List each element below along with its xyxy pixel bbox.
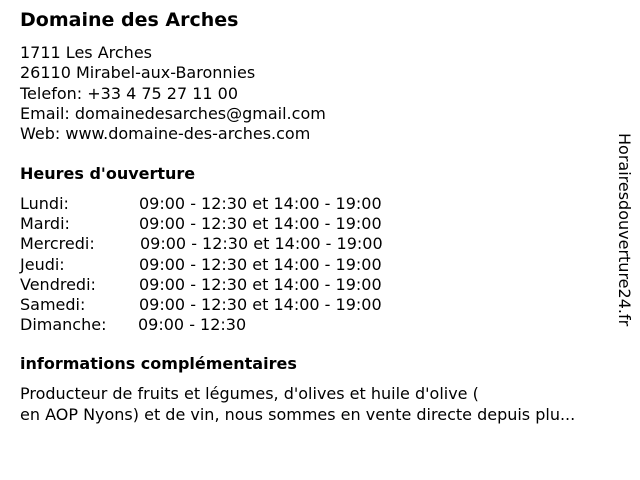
- description-line: en AOP Nyons) et de vin, nous sommes en vente directe depuis plu...: [20, 404, 576, 424]
- address-street: 1711 Les Arches: [20, 43, 152, 62]
- hours-day: Mardi:: [20, 214, 70, 234]
- hours-day: Mercredi:: [20, 234, 95, 254]
- address-city: 26110 Mirabel-aux-Baronnies: [20, 63, 256, 83]
- description-line: Producteur de fruits et légumes, d'olives et huile d'olive (: [20, 384, 479, 403]
- business-name: Domaine des Arches: [20, 9, 239, 31]
- watermark: [613, 133, 635, 378]
- hours-day: Jeudi:: [20, 254, 65, 274]
- website-text: Web: www.domaine-des-arches.com: [20, 124, 311, 144]
- contact-block: [20, 43, 326, 144]
- hours-day: Vendredi:: [20, 274, 96, 294]
- additional-info-heading: informations complémentaires: [20, 354, 297, 373]
- hours-time: 09:00 - 12:30 et 14:00 - 19:00: [139, 254, 382, 274]
- hours-time: 09:00 - 12:30 et 14:00 - 19:00: [139, 214, 382, 234]
- opening-hours-heading: Heures d'ouverture: [20, 164, 196, 183]
- hours-day: Lundi:: [20, 194, 69, 213]
- hours-day: Samedi:: [20, 294, 86, 314]
- phone-text: Telefon: +33 4 75 27 11 00: [20, 83, 239, 103]
- watermark-text: Horairesdouverture24.fr: [615, 133, 634, 327]
- additional-info-text: [20, 384, 632, 425]
- hours-time: 09:00 - 12:30 et 14:00 - 19:00: [139, 294, 382, 314]
- hours-day: Dimanche:: [20, 315, 107, 335]
- hours-time: 09:00 - 12:30 et 14:00 - 19:00: [139, 194, 382, 213]
- hours-time: 09:00 - 12:30: [138, 315, 247, 335]
- hours-time: 09:00 - 12:30 et 14:00 - 19:00: [140, 234, 383, 254]
- hours-time: 09:00 - 12:30 et 14:00 - 19:00: [139, 274, 382, 294]
- email-text: Email: domainedesarches@gmail.com: [20, 103, 326, 123]
